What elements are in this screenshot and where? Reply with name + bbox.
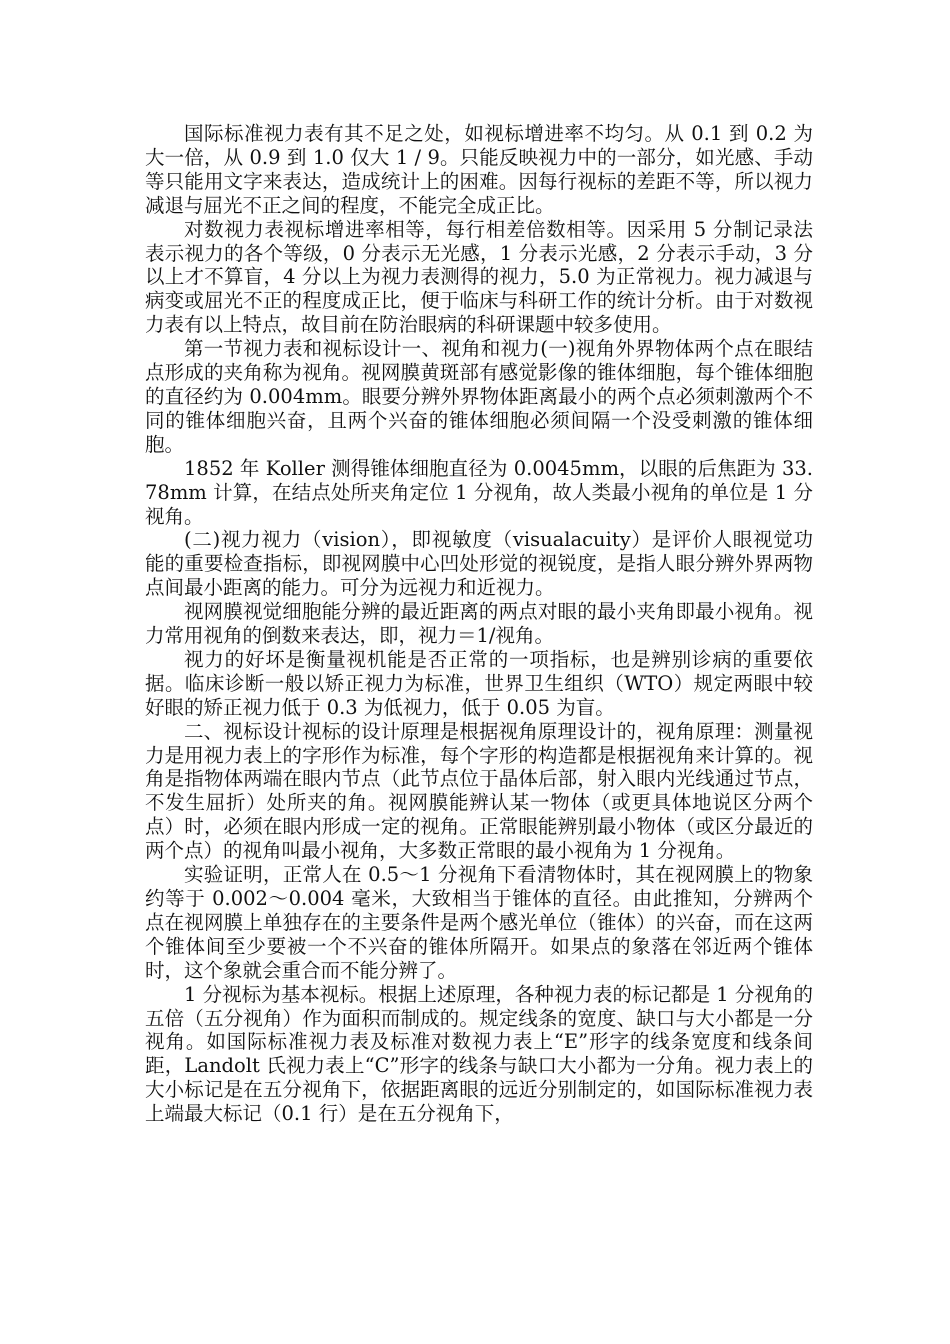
paragraph-2: 对数视力表视标增进率相等，每行相差倍数相等。因采用 5 分制记录法表示视力的各个等级，0 分表示无光感，1 分表示光感，2 分表示手动，3 分以上才不算盲，4 分以上为视力表测得的视力，5.0 为正常视力。视力减退与病变或屈光不正的程度成正比，便于临床与科研工作的统计分析。由于对数视力表有以上特点，故目前在防治眼病的科研课题中较多使用。 — [145, 217, 813, 337]
paragraph-8: 二、视标设计视标的设计原理是根据视角原理设计的，视角原理：测量视力是用视力表上的字形作为标准，每个字形的构造都是根据视角来计算的。视角是指物体两端在眼内节点（此节点位于晶体后部，射入眼内光线通过节点，不发生屈折）处所夹的角。视网膜能辨认某一物体（或更具体地说区分两个点）时，必须在眼内形成一定的视角。正常眼能辨别最小物体（或区分最近的两个点）的视角叫最小视角，大多数正常眼的最小视角为 1 分视角。 — [145, 719, 813, 863]
paragraph-3: 第一节视力表和视标设计一、视角和视力(一)视角外界物体两个点在眼结点形成的夹角称为视角。视网膜黄斑部有感觉影像的锥体细胞，每个锥体细胞的直径约为 0.004mm。眼要分辨外界物体距离最小的两个点必须刺激两个不同的锥体细胞兴奋，且两个兴奋的锥体细胞必须间隔一个没受刺激的锥体细胞。 — [145, 337, 813, 456]
document-page — [145, 122, 813, 1126]
paragraph-10: 1 分视标为基本视标。根据上述原理，各种视力表的标记都是 1 分视角的五倍（五分视角）作为面积而制成的。规定线条的宽度、缺口与大小都是一分视角。如国际标准视力表及标准对数视力表上“E”形字的线条宽度和线条间距，Landolt 氏视力表上“C”形字的线条与缺口大小都为一分角。视力表上的大小标记是在五分视角下，依据距离眼的远近分别制定的，如国际标准视力表上端最大标记（0.1 行）是在五分视角下， — [145, 982, 813, 1126]
paragraph-9: 实验证明，正常人在 0.5～1 分视角下看清物体时，其在视网膜上的物象约等于 0.002～0.004 毫米，大致相当于锥体的直径。由此推知，分辨两个点在视网膜上单独存在的主要条件是两个感光单位（锥体）的兴奋，而在这两个锥体间至少要被一个不兴奋的锥体所隔开。如果点的象落在邻近两个锥体时，这个象就会重合而不能分辨了。 — [145, 863, 813, 982]
paragraph-4: 1852 年 Koller 测得锥体细胞直径为 0.0045mm，以眼的后焦距为 33.78mm 计算，在结点处所夹角定位 1 分视角，故人类最小视角的单位是 1 分视角。 — [145, 456, 813, 528]
paragraph-6: 视网膜视觉细胞能分辨的最近距离的两点对眼的最小夹角即最小视角。视力常用视角的倒数来表达，即，视力＝1/视角。 — [145, 600, 813, 648]
paragraph-5: (二)视力视力（vision），即视敏度（visualacuity）是评价人眼视觉功能的重要检查指标，即视网膜中心凹处形觉的视锐度，是指人眼分辨外界两物点间最小距离的能力。可分为远视力和近视力。 — [145, 528, 813, 600]
paragraph-1: 国际标准视力表有其不足之处，如视标增进率不均匀。从 0.1 到 0.2 为大一倍，从 0.9 到 1.0 仅大 1 / 9。只能反映视力中的一部分，如光感、手动等只能用文字来表达，造成统计上的困难。因每行视标的差距不等，所以视力减退与屈光不正之间的程度，不能完全成正比。 — [145, 122, 813, 217]
paragraph-7: 视力的好坏是衡量视机能是否正常的一项指标，也是辨别诊病的重要依据。临床诊断一般以矫正视力为标准，世界卫生组织（WTO）规定两眼中较好眼的矫正视力低于 0.3 为低视力，低于 0.05 为盲。 — [145, 647, 813, 719]
